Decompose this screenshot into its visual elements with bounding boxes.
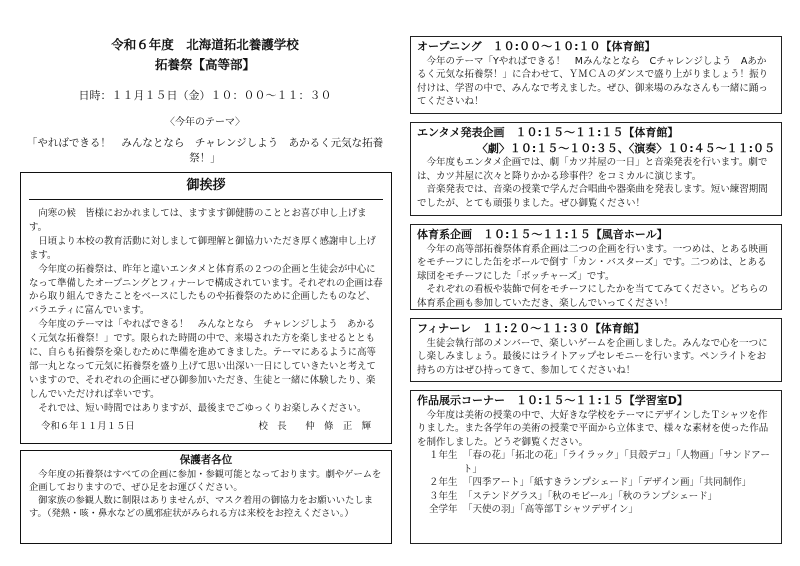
finale-box: [410, 318, 782, 382]
opening-box: [410, 36, 782, 114]
greeting-divider: [29, 199, 383, 200]
grade-items: 「ステンドグラス」「秋のモビール」「秋のランプシェード」: [463, 490, 718, 502]
grade-label: ２年生: [429, 477, 458, 489]
exhibit-title: 作品展示コーナー １０:１５～１１:１５【学習室D】: [417, 394, 688, 407]
sports-box: [410, 224, 782, 310]
sports-paragraph: 今年の高等部拓養祭体育系企画は二つの企画を行います。一つめは、とある映画をモチーフにした缶をボールで倒す「カン・バスターズ」です。二つめは、とある球団をモチーフにした「ボッチャーズ」です。: [417, 243, 768, 282]
grade-items: 「四季アート」「紙すきランプシェード」「デザイン画」「共同制作」: [463, 477, 752, 489]
greeting-paragraph: 今年度のテーマは「やればできる！ みんなとなら チャレンジしよう あかるく元気な拓養祭！」です。限られた時間の中で、来場された方を楽しませるとともに、自らも拓養祭を楽しむために準備を進めてきました。テーマにあるように高等部一丸となって元気に拓養祭を盛り上げて思い出深い一日にしていきたいと考えていますので、それぞれの企画にぜひ御参加いただき、生徒と一緒に体験したり、楽しんでいただければ幸いです。: [29, 319, 376, 400]
event-title: 拓養祭【高等部】: [154, 57, 255, 72]
greeting-box: [20, 172, 392, 444]
grade-items: 「天使の羽」「高等部Ｔシャツデザイン」: [463, 504, 638, 515]
theme-text: 「やればできる！ みんなとなら チャレンジしよう あかるく元気な拓養祭！」: [26, 137, 384, 164]
exhibit-intro: 今年度は美術の授業の中で、大好きな学校をテーマにデザインしたＴシャツを作りました。また各学年の美術の授業で平面から立体まで、様々な素材を使った作品を制作しました。どうぞ御覧ください。: [417, 409, 769, 448]
guardians-paragraph: 御家族の参観人数に制限はありませんが、マスク着用の御協力をお願いいたします。（発熱・咳・鼻水などの風邪症状がみられる方は来校をお控えください。）: [29, 495, 373, 520]
opening-body: 今年のテーマ「Yやればできる！ Mみんなとなら Cチャレンジしよう Aあかるく元気な拓養祭！」に合わせて、ＹＭＣＡのダンスで盛り上がりましょう！振り付けは、学習の中で、みんなで考えました。ぜひ、御来場のみなさんも一緒に踊ってくださいね！: [417, 55, 769, 108]
exhibit-grade-row: [429, 503, 775, 516]
entertainment-paragraph: 音楽発表では、音楽の授業で学んだ合唱曲や器楽曲を発表します。短い練習期間でしたが、とても頑張りました。ぜひ御覧ください！: [417, 184, 768, 209]
grade-label: １年生: [429, 450, 458, 462]
school-title: 令和６年度 北海道拓北養護学校: [111, 37, 299, 52]
event-date: 日時：１１月１５日（金）１０：００～１１：３０: [78, 89, 332, 102]
guardians-box: [20, 450, 392, 544]
greeting-title: 御挨拶: [186, 178, 226, 193]
greeting-paragraph: それでは、短い時間ではありますが、最後までごゆっくりお楽しみください。: [38, 402, 367, 414]
finale-body: 生徒会執行部のメンバーで、楽しいゲームを企画しました。みんなで心を一つにし楽しみましょう。最後にはライトアップセレモニーを行います。ペンライトをお持ちの方はぜひ持ってきて、参加してくださいね！: [417, 337, 768, 376]
entertainment-paragraph: 今年度もエンタメ企画では、劇「カツ丼屋の一日」と音楽発表を行います。劇では、カツ丼屋に次々と降りかかる珍事件？をコミカルに演じます。: [417, 157, 768, 182]
greeting-paragraph: 今年度の拓養祭は、昨年と違いエンタメと体育系の２つの企画と生徒会が中心になって準備したオープニングとフィナーレで構成されています。それぞれの企画は春から取り組んできたことをベースにしたものや拓養祭のために企画したものなど、バラエティに富んでいます。: [29, 263, 383, 317]
greeting-paragraph: 日頃より本校の教育活動に対しまして御理解と御協力いただき厚く感謝申し上げます。: [29, 235, 376, 261]
sports-title: 体育系企画 １０:１５～１１:１５【風音ホール】: [417, 228, 668, 241]
entertainment-subtitle: 〈劇〉１０:１５～１０:３５、〈演奏〉１０:４５～１１:０５: [476, 141, 775, 155]
sports-paragraph: それぞれの看板や装飾で何をモチーフにしたかを当ててみてください。どちらの体育系企画も参加していただき、楽しんでいってください！: [417, 284, 769, 309]
opening-title: オープニング １０:００～１０:１０【体育館】: [417, 40, 656, 53]
greeting-paragraph: 向寒の候 皆様におかれましては、ますます御健勝のこととお喜び申し上げます。: [29, 208, 367, 233]
grade-label: ３年生: [429, 490, 458, 502]
exhibit-grade-row: [429, 449, 775, 476]
finale-title: フィナーレ １１:２０～１１:３０【体育館】: [417, 322, 645, 335]
grade-label: 全学年: [429, 504, 458, 515]
greeting-signer: 校 長 仲 條 正 輝: [258, 420, 371, 432]
exhibit-box: [410, 390, 782, 544]
theme-label: 〈今年のテーマ〉: [165, 117, 245, 128]
greeting-date: 令和６年１１月１５日: [41, 420, 135, 432]
guardians-title: 保護者各位: [179, 454, 233, 466]
entertainment-title: エンタメ発表企画 １０:１５～１１:１５【体育館】: [417, 126, 679, 139]
entertainment-box: [410, 122, 782, 216]
exhibit-grade-row: [429, 476, 775, 489]
grade-items: 「春の花」「拓北の花」「ライラック」「貝殻デコ」「人物画」「サンドアート」: [463, 450, 770, 475]
guardians-paragraph: 今年度の拓養祭はすべての企画に参加・参観可能となっております。劇やゲームを企画しておりますので、ぜひ足をお運びください。: [29, 468, 382, 494]
exhibit-grade-row: [429, 490, 775, 503]
